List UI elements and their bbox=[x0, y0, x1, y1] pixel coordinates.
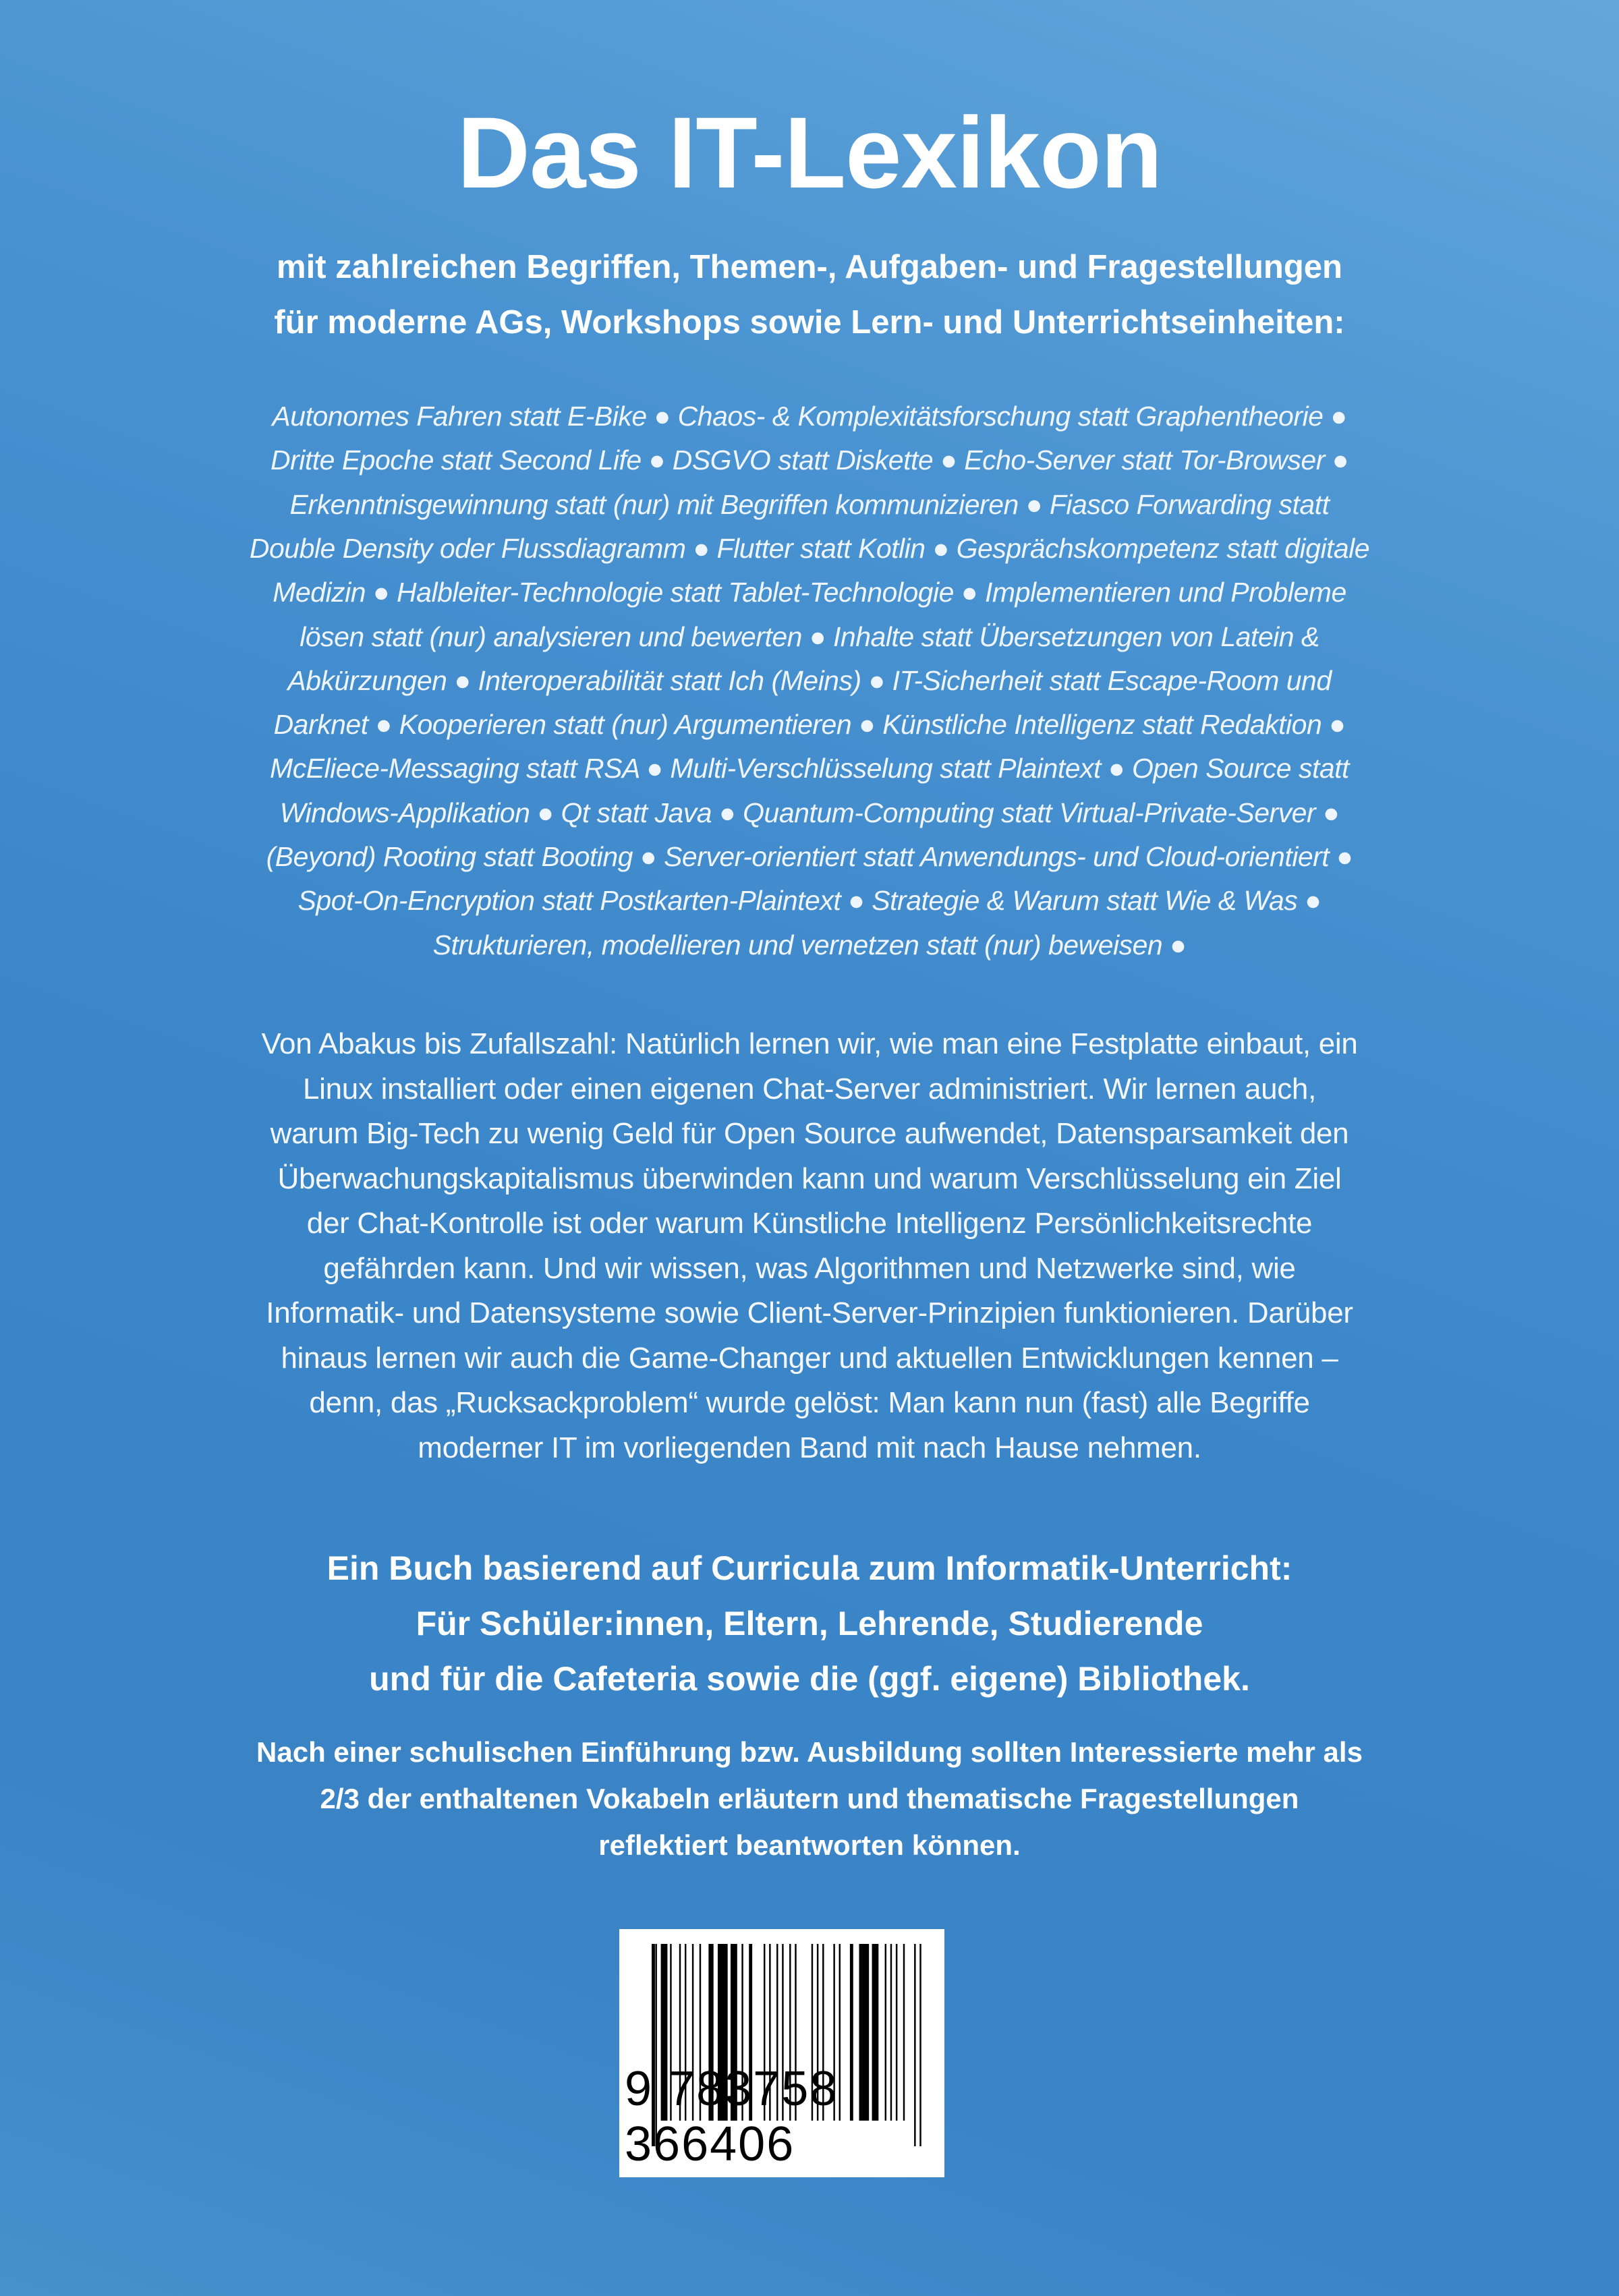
keyword-line: Spot-On-Encryption statt Postkarten-Plaintext ● Strategie & Warum statt Wie & Was ● bbox=[297, 885, 1322, 917]
keyword-line: Darknet ● Kooperieren statt (nur) Argumentieren ● Künstliche Intelligenz statt Redaktion ● bbox=[273, 709, 1346, 741]
note-line: 2/3 der enthaltenen Vokabeln erläutern und thematische Fragestellungen bbox=[320, 1783, 1299, 1814]
description-line: der Chat-Kontrolle ist oder warum Künstliche Intelligenz Persönlichkeitsrechte bbox=[306, 1207, 1313, 1240]
description-line: Von Abakus bis Zufallszahl: Natürlich lernen wir, wie man eine Festplatte einbaut, ein bbox=[261, 1027, 1358, 1060]
keyword-line: Abkürzungen ● Interoperabilität statt Ich (Meins) ● IT-Sicherheit statt Escape-Room und bbox=[287, 664, 1332, 696]
audience-line: Ein Buch basierend auf Curricula zum Informatik-Unterricht: bbox=[326, 1549, 1293, 1587]
subtitle-line: für moderne AGs, Workshops sowie Lern- und Unterrichtseinheiten: bbox=[274, 304, 1345, 341]
keyword-line: McEliece-Messaging statt RSA ● Multi-Verschlüsselung statt Plaintext ● Open Source statt bbox=[270, 753, 1349, 784]
keyword-line: lösen statt (nur) analysieren und bewerten ● Inhalte statt Übersetzungen von Latein & bbox=[300, 621, 1319, 652]
keyword-line: Windows-Applikation ● Qt statt Java ● Quantum-Computing statt Virtual-Private-Server ● bbox=[279, 797, 1340, 828]
description-line: denn, das „Rucksackproblem“ wurde gelöst: Man kann nun (fast) alle Begriffe bbox=[309, 1386, 1310, 1419]
note-line: Nach einer schulischen Einführung bzw. Ausbildung sollten Interessierte mehr als bbox=[256, 1736, 1363, 1768]
isbn-barcode bbox=[619, 1929, 944, 2177]
subtitle-line: mit zahlreichen Begriffen, Themen-, Aufgaben- und Fragestellungen bbox=[277, 249, 1342, 285]
keyword-line: Medizin ● Halbleiter-Technologie statt Tablet-Technologie ● Implementieren und Probleme bbox=[273, 577, 1346, 608]
audience-line: und für die Cafeteria sowie die (ggf. eigene) Bibliothek. bbox=[369, 1660, 1250, 1698]
keyword-line: Erkenntnisgewinnung statt (nur) mit Begriffen kommunizieren ● Fiasco Forwarding statt bbox=[289, 488, 1330, 520]
description-line: gefährden kann. Und wir wissen, was Algorithmen und Netzwerke sind, wie bbox=[323, 1251, 1296, 1285]
note-line: reflektiert beantworten können. bbox=[598, 1829, 1021, 1861]
description-line: moderner IT im vorliegenden Band mit nach Hause nehmen. bbox=[418, 1431, 1201, 1464]
description-line: Linux installiert oder einen eigenen Chat-Server administriert. Wir lernen auch, bbox=[302, 1072, 1317, 1106]
description-line: Informatik- und Datensysteme sowie Client-Server-Prinzipien funktionieren. Darüber bbox=[266, 1296, 1353, 1329]
description-line: Überwachungskapitalismus überwinden kann und warum Verschlüsselung ein Ziel bbox=[277, 1161, 1342, 1195]
keyword-line: Strukturieren, modellieren und vernetzen statt (nur) beweisen ● bbox=[432, 929, 1187, 960]
book-title: Das IT-Lexikon bbox=[457, 96, 1162, 209]
keyword-line: Double Density oder Flussdiagramm ● Flutter statt Kotlin ● Gesprächskompetenz statt digitale bbox=[249, 532, 1370, 564]
description-line: hinaus lernen wir auch die Game-Changer und aktuellen Entwicklungen kennen – bbox=[281, 1341, 1338, 1375]
description-line: warum Big-Tech zu wenig Geld für Open Source aufwendet, Datensparsamkeit den bbox=[270, 1117, 1349, 1150]
keyword-line: Autonomes Fahren statt E-Bike ● Chaos- & Komplexitätsforschung statt Graphentheorie ● bbox=[272, 401, 1347, 432]
keyword-line: Dritte Epoche statt Second Life ● DSGVO statt Diskette ● Echo-Server statt Tor-Browser ● bbox=[270, 444, 1349, 476]
isbn-number: 9 783758 366406 bbox=[625, 2062, 839, 2171]
audience-line: Für Schüler:innen, Eltern, Lehrende, Studierende bbox=[416, 1605, 1203, 1642]
keyword-line: (Beyond) Rooting statt Booting ● Server-orientiert statt Anwendungs- und Cloud-orientiert ● bbox=[266, 841, 1353, 872]
